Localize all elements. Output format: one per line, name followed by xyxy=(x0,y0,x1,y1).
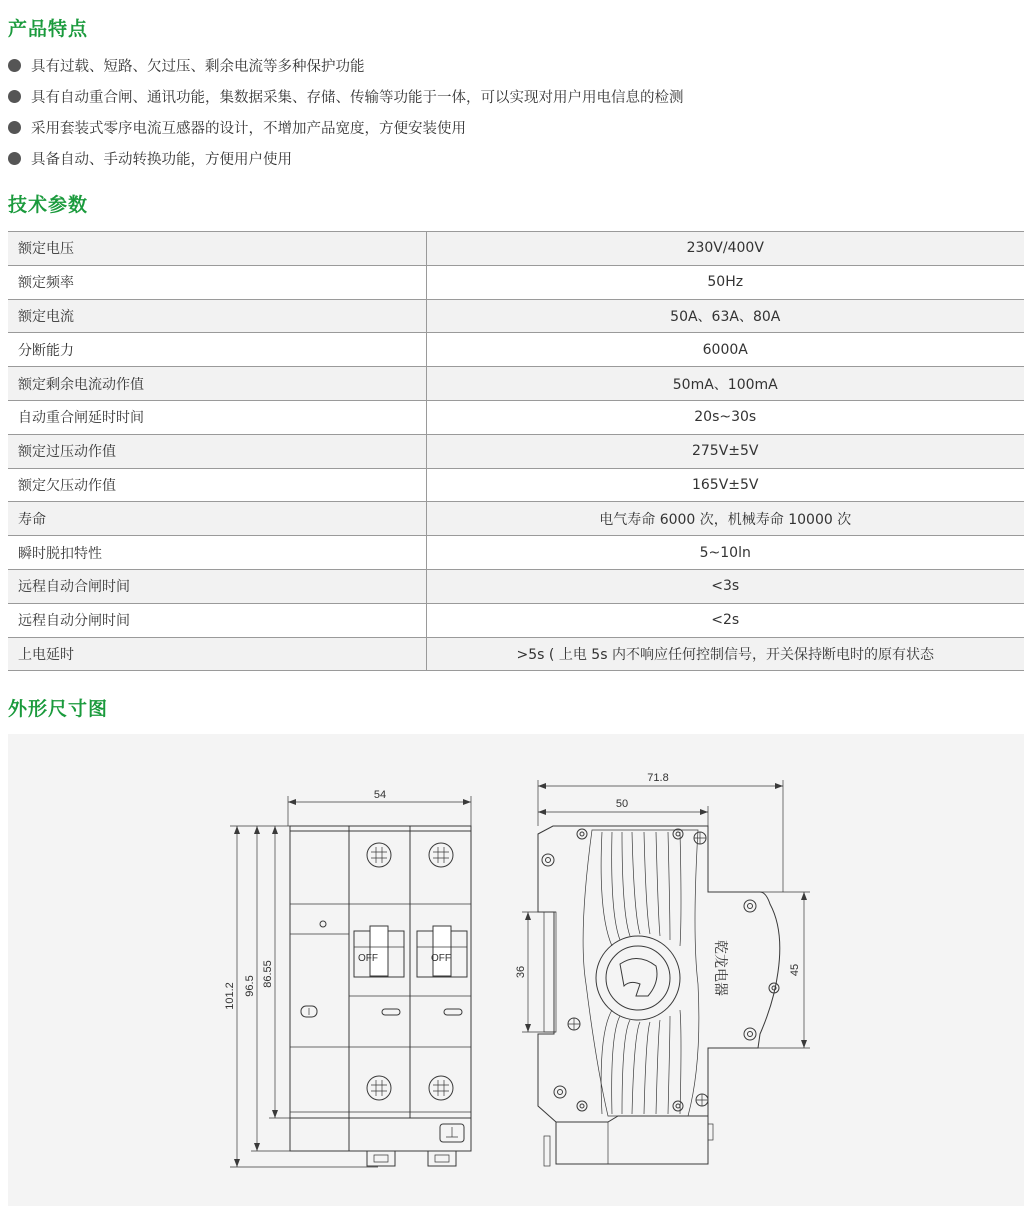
dim-width-label: 54 xyxy=(373,789,387,801)
spec-value: <2s xyxy=(426,603,1024,637)
table-row xyxy=(8,468,1024,502)
table-row xyxy=(8,299,1024,333)
table-row xyxy=(8,569,1024,603)
rib-housing xyxy=(583,830,699,1116)
screw-icon xyxy=(673,829,683,839)
screw-slot xyxy=(371,847,387,863)
feature-text: 具有过载、短路、欠过压、剩余电流等多种保护功能 xyxy=(31,59,365,75)
screw-icon xyxy=(554,1086,566,1098)
arrow-icon xyxy=(525,912,531,920)
spec-value: 50Hz xyxy=(426,265,1024,299)
ribs-bottom xyxy=(601,1010,681,1114)
spec-value: 电气寿命 6000 次，机械寿命 10000 次 xyxy=(426,502,1024,536)
table-row xyxy=(8,637,1024,671)
screw-icon xyxy=(744,1028,756,1040)
table-row xyxy=(8,232,1024,266)
feature-text: 具有自动重合闸、通讯功能，集数据采集、存储、传输等功能于一体，可以实现对用户用电信息的检测 xyxy=(31,90,684,106)
screw-icon-center xyxy=(558,1090,563,1095)
toggle-off-label: OFF xyxy=(431,953,451,964)
ribs-top xyxy=(601,832,681,946)
table-row xyxy=(8,434,1024,468)
dial-inner xyxy=(606,946,670,1010)
dim-h1-label: 101.2 xyxy=(224,982,236,1010)
spec-key: 额定过压动作值 xyxy=(8,434,426,468)
spec-key: 额定频率 xyxy=(8,265,426,299)
dial-outer xyxy=(596,936,680,1020)
terminal-clip-inner xyxy=(435,1155,449,1162)
screw-icon xyxy=(367,843,391,867)
dim-neck-label: 45 xyxy=(789,963,801,977)
spec-key: 寿命 xyxy=(8,502,426,536)
features-heading: 产品特点 xyxy=(8,18,89,40)
bullet-icon xyxy=(8,121,21,134)
spec-key: 瞬时脱扣特性 xyxy=(8,536,426,570)
table-row xyxy=(8,333,1024,367)
spec-key: 额定电压 xyxy=(8,232,426,266)
spec-value: 50mA、100mA xyxy=(426,367,1024,401)
arrow-icon xyxy=(538,809,546,815)
indicator-icon xyxy=(320,921,326,927)
brand-label: 乾龙电器 xyxy=(712,940,728,996)
bullet-icon xyxy=(8,59,21,72)
dims-heading: 外形尺寸图 xyxy=(8,698,109,720)
spec-value: 5~10ln xyxy=(426,536,1024,570)
feature-item xyxy=(8,50,684,81)
spec-key: 额定欠压动作值 xyxy=(8,468,426,502)
screw-icon-center xyxy=(676,832,680,836)
dim-depth-body-label: 50 xyxy=(615,798,629,810)
terminal-clip xyxy=(428,1151,456,1166)
screw-icon xyxy=(367,1076,391,1100)
screw-slot xyxy=(371,1080,387,1096)
arrow-icon xyxy=(254,826,260,834)
arrow-icon xyxy=(801,1040,807,1048)
table-row xyxy=(8,536,1024,570)
screw-icon xyxy=(542,854,554,866)
arrow-icon xyxy=(463,799,471,805)
feature-text: 采用套装式零序电流互感器的设计，不增加产品宽度，方便安装使用 xyxy=(31,121,466,137)
spec-value: <3s xyxy=(426,569,1024,603)
table-row xyxy=(8,265,1024,299)
screw-icon xyxy=(429,843,453,867)
dim-h2-label: 96.5 xyxy=(244,975,256,997)
feature-item xyxy=(8,143,684,174)
spec-key: 自动重合闸延时时间 xyxy=(8,400,426,434)
arrow-icon xyxy=(538,783,546,789)
table-row xyxy=(8,367,1024,401)
feature-list xyxy=(8,50,684,174)
screw-icon-center xyxy=(676,1104,680,1108)
screw-icon xyxy=(577,829,587,839)
arrow-icon xyxy=(272,826,278,834)
screw-icon xyxy=(744,900,756,912)
spec-value: 50A、63A、80A xyxy=(426,299,1024,333)
spec-key: 远程自动分闸时间 xyxy=(8,603,426,637)
side-outline xyxy=(538,826,780,1122)
table-row xyxy=(8,400,1024,434)
arrow-icon xyxy=(801,892,807,900)
feature-item xyxy=(8,81,684,112)
spec-table xyxy=(8,231,1024,671)
arrow-icon xyxy=(700,809,708,815)
specs-heading: 技术参数 xyxy=(8,194,89,216)
spec-key: 上电延时 xyxy=(8,637,426,671)
table-row xyxy=(8,603,1024,637)
slot-icon xyxy=(444,1009,462,1015)
screw-icon-center xyxy=(748,904,753,909)
screw-icon-center xyxy=(580,1104,584,1108)
front-view xyxy=(224,789,471,1167)
toggle-lever xyxy=(433,926,451,976)
bullet-icon xyxy=(8,90,21,103)
terminal-clip-inner xyxy=(374,1155,388,1162)
toggle-off-label: OFF xyxy=(358,953,378,964)
spec-value: 165V±5V xyxy=(426,468,1024,502)
dim-h3-label: 86.55 xyxy=(262,960,274,988)
dim-depth-total-label: 71.8 xyxy=(647,772,669,784)
spec-value: 20s~30s xyxy=(426,400,1024,434)
terminal-clip xyxy=(367,1151,395,1166)
slot-icon xyxy=(382,1009,400,1015)
spec-key: 远程自动合闸时间 xyxy=(8,569,426,603)
table-row xyxy=(8,502,1024,536)
spec-value: 230V/400V xyxy=(426,232,1024,266)
screw-icon-center xyxy=(546,858,551,863)
arrow-icon xyxy=(234,1159,240,1167)
spec-key: 分断能力 xyxy=(8,333,426,367)
screw-icon xyxy=(429,1076,453,1100)
toggle-lever xyxy=(370,926,388,976)
drawing-svg xyxy=(8,734,1024,1206)
screw-slot xyxy=(433,1080,449,1096)
arrow-icon xyxy=(254,1143,260,1151)
dimension-drawing xyxy=(8,734,1024,1206)
screw-icon-center xyxy=(748,1032,753,1037)
side-tab xyxy=(708,1124,713,1140)
side-view xyxy=(515,772,810,1166)
screw-icon-center xyxy=(580,832,584,836)
arrow-icon xyxy=(234,826,240,834)
feature-item xyxy=(8,112,684,143)
spec-value: 275V±5V xyxy=(426,434,1024,468)
arrow-icon xyxy=(775,783,783,789)
arrow-icon xyxy=(272,1110,278,1118)
side-base xyxy=(556,1116,708,1164)
dim-rail-label: 36 xyxy=(515,965,527,979)
screw-slot xyxy=(433,847,449,863)
spec-value: 6000A xyxy=(426,333,1024,367)
screw-icon xyxy=(577,1101,587,1111)
screw-icon xyxy=(673,1101,683,1111)
rail-latch xyxy=(544,1136,550,1166)
spec-value: >5s ( 上电 5s 内不响应任何控制信号，开关保持断电时的原有状态 xyxy=(426,637,1024,671)
breaker-base xyxy=(290,1118,471,1151)
bullet-icon xyxy=(8,152,21,165)
spec-key: 额定剩余电流动作值 xyxy=(8,367,426,401)
feature-text: 具备自动、手动转换功能，方便用户使用 xyxy=(31,152,292,168)
spec-key: 额定电流 xyxy=(8,299,426,333)
dial-logo-icon xyxy=(620,958,657,996)
arrow-icon xyxy=(288,799,296,805)
rail-clip-mark xyxy=(446,1127,458,1137)
arrow-icon xyxy=(525,1024,531,1032)
